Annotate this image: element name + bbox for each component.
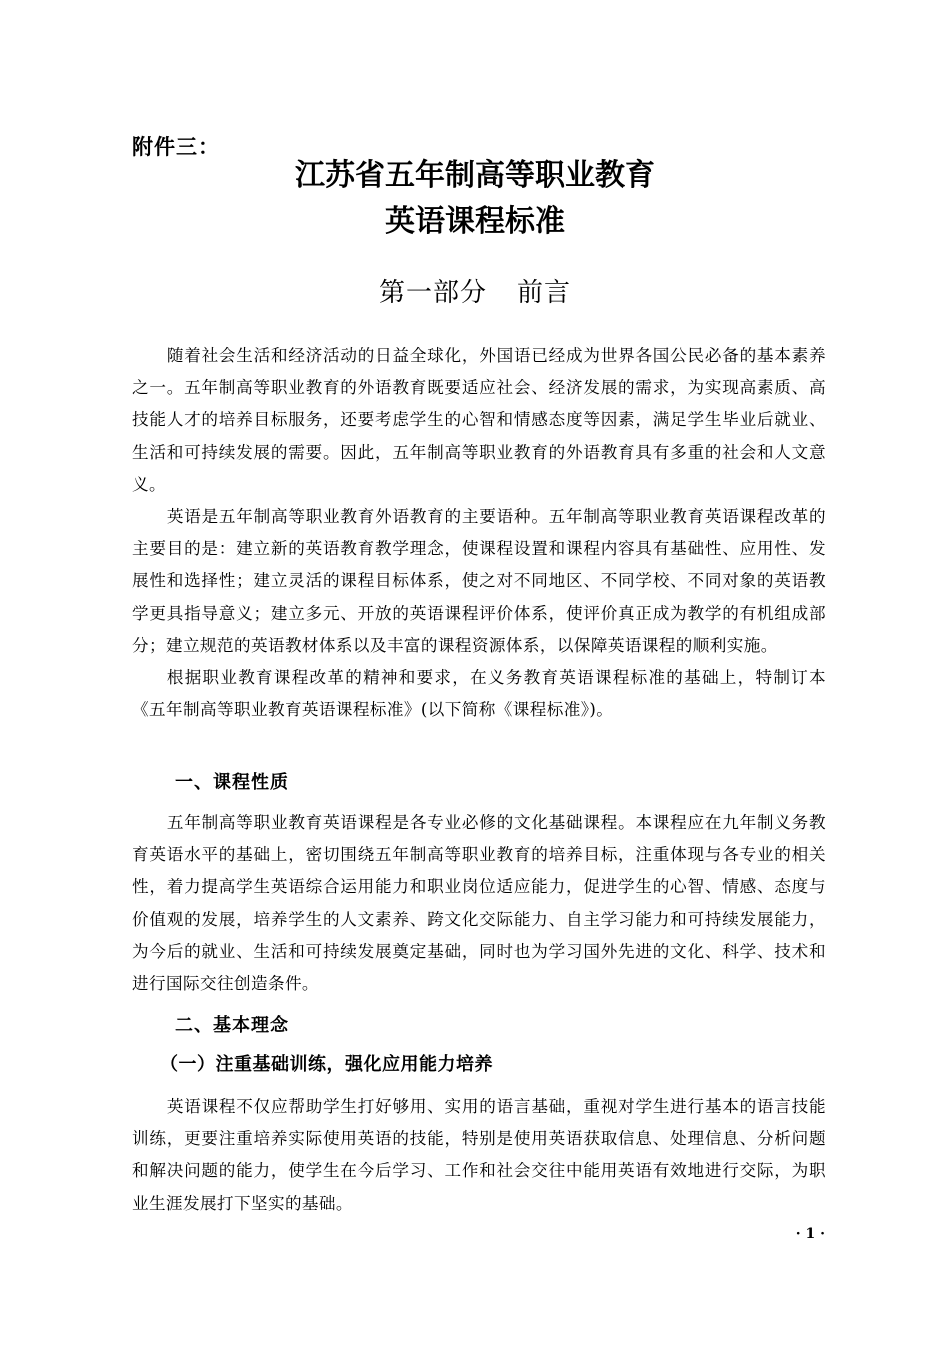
page-number: · 1 · [795,1226,825,1242]
section-heading-nature: 一、课程性质 [175,772,289,793]
part-name: 前言 [517,278,572,308]
document-title-line2: 英语课程标准 [385,204,565,239]
section-heading-concepts: 二、基本理念 [175,1015,289,1036]
preface-paragraph-1: 随着社会生活和经济活动的日益全球化，外国语已经成为世界各国公民必备的基本素养之一。五年制高等职业教育的外语教育既要适应社会、经济发展的需求，为实现高素质、高技能人才的培养目标服务，还要考虑学生的心智和情感态度等因素，满足学生毕业后就业、生活和可持续发展的需要。因此，五年制高等职业教育的外语教育具有多重的社会和人文意义。 [132,346,826,494]
subsection-heading: （一）注重基础训练，强化应用能力培养 [160,1054,493,1075]
attachment-label: 附件三： [132,135,220,159]
document-title-line1: 江苏省五年制高等职业教育 [295,158,655,193]
preface-paragraph-3: 根据职业教育课程改革的精神和要求，在义务教育英语课程标准的基础上，特制订本《五年制高等职业教育英语课程标准》(以下简称《课程标准》)。 [132,668,826,720]
section-nature-body [132,807,826,1000]
section-concepts-body [132,1091,826,1220]
preface-body [132,340,826,726]
part-number: 第一部分 [378,278,487,308]
section-nature-paragraph: 五年制高等职业教育英语课程是各专业必修的文化基础课程。本课程应在九年制义务教育英语水平的基础上，密切围绕五年制高等职业教育的培养目标，注重体现与各专业的相关性，着力提高学生英语综合运用能力和职业岗位适应能力，促进学生的心智、情感、态度与价值观的发展，培养学生的人文素养、跨文化交际能力、自主学习能力和可持续发展能力，为今后的就业、生活和可持续发展奠定基础，同时也为学习国外先进的文化、科学、技术和进行国际交往创造条件。 [132,813,826,994]
section-concepts-paragraph: 英语课程不仅应帮助学生打好够用、实用的语言基础，重视对学生进行基本的语言技能训练，更要注重培养实际使用英语的技能，特别是使用英语获取信息、处理信息、分析问题和解决问题的能力，使学生在今后学习、工作和社会交往中能用英语有效地进行交际，为职业生涯发展打下坚实的基础。 [132,1097,826,1213]
preface-paragraph-2: 英语是五年制高等职业教育外语教育的主要语种。五年制高等职业教育英语课程改革的主要目的是：建立新的英语教育教学理念，使课程设置和课程内容具有基础性、应用性、发展性和选择性；建立灵活的课程目标体系，使之对不同地区、不同学校、不同对象的英语教学更具指导意义；建立多元、开放的英语课程评价体系，使评价真正成为教学的有机组成部分；建立规范的英语教材体系以及丰富的课程资源体系，以保障英语课程的顺利实施。 [132,507,826,655]
part-heading [0,272,950,309]
